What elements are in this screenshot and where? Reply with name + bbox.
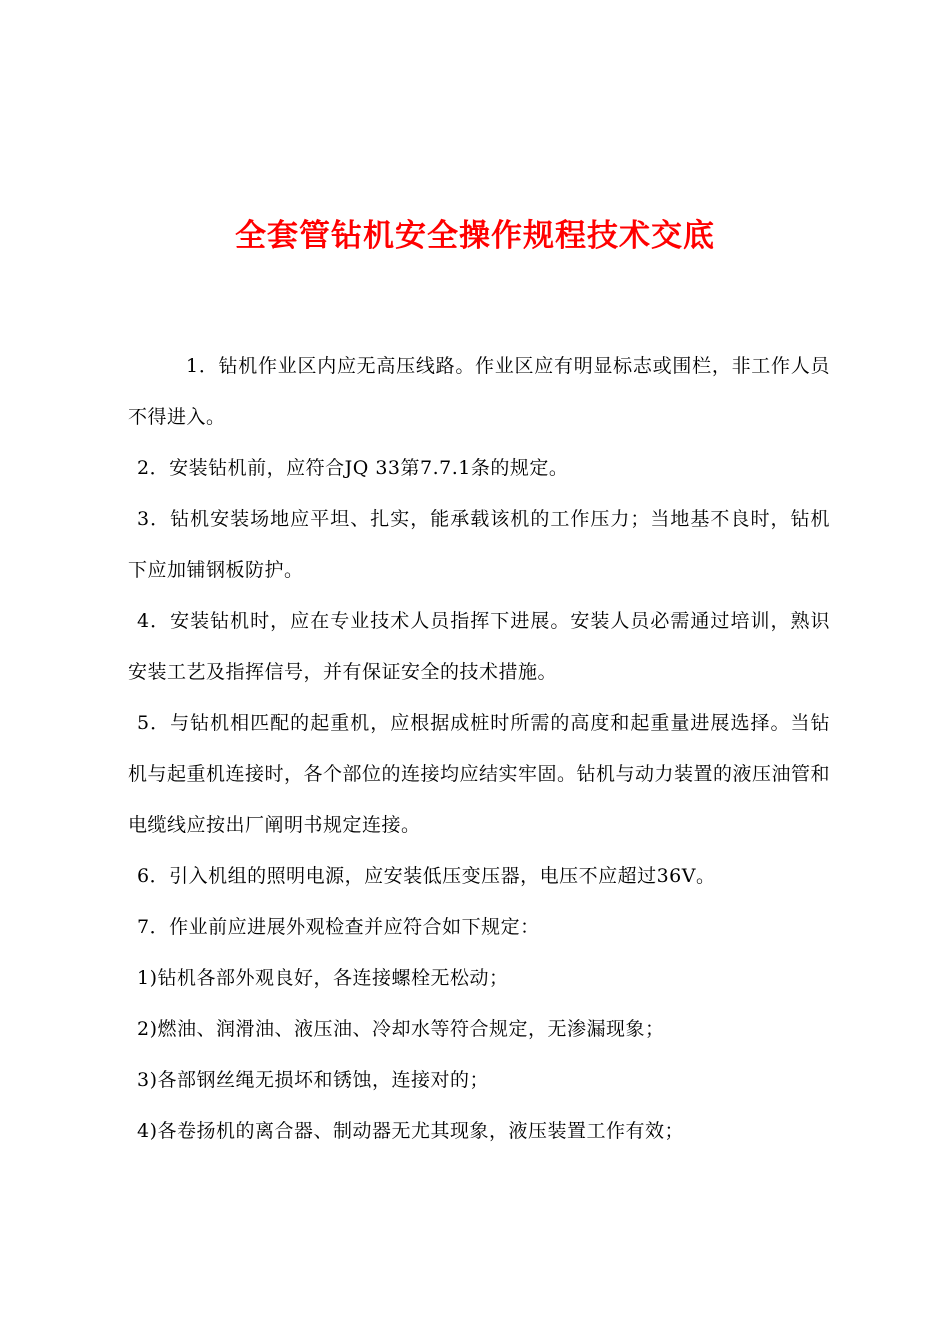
paragraph-5: 5．与钻机相匹配的起重机，应根据成桩时所需的高度和起重量进展选择。当钻机与起重机连接时，各个部位的连接均应结实牢固。钻机与动力装置的液压油管和电缆线应按出厂阐明书规定连接。 — [128, 712, 831, 836]
paragraph-4: 4．安装钻机时，应在专业技术人员指挥下进展。安装人员必需通过培训，熟识安装工艺及指挥信号，并有保证安全的技术措施。 — [128, 610, 830, 683]
paragraph-6: 6．引入机组的照明电源，应安装低压变压器，电压不应超过36V。 — [137, 865, 716, 887]
list-item-2: 2)燃油、润滑油、液压油、冷却水等符合规定，无渗漏现象； — [137, 1018, 665, 1040]
paragraph-7: 7．作业前应进展外观检查并应符合如下规定： — [137, 916, 540, 938]
paragraph-2: 2．安装钻机前，应符合JQ 33第7.7.1条的规定。 — [137, 457, 569, 479]
paragraph-1: 1．钻机作业区内应无高压线路。作业区应有明显标志或围栏，非工作人员不得进入。 — [128, 355, 830, 428]
list-item-4: 4)各卷扬机的离合器、制动器无尤其现象，液压装置工作有效； — [137, 1120, 685, 1142]
document-body — [128, 341, 830, 1157]
paragraph-3: 3．钻机安装场地应平坦、扎实，能承载该机的工作压力；当地基不良时，钻机下应加铺钢板防护。 — [128, 508, 830, 581]
list-item-1: 1)钻机各部外观良好，各连接螺栓无松动； — [137, 967, 509, 989]
list-item-3: 3)各部钢丝绳无损坏和锈蚀，连接对的； — [137, 1069, 490, 1091]
document-title: 全套管钻机安全操作规程技术交底 — [235, 218, 715, 254]
